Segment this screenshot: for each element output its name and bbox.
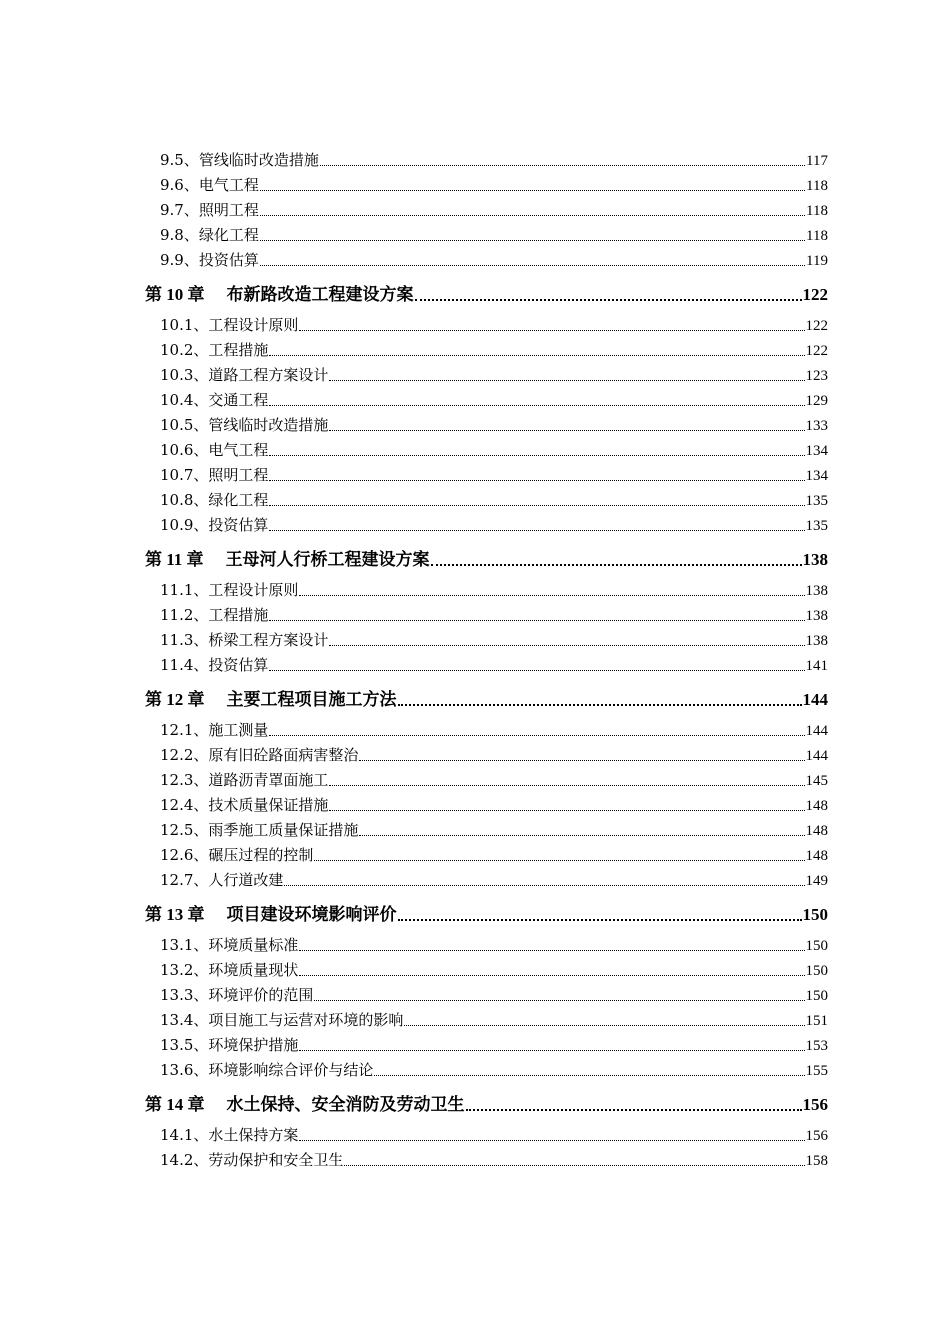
toc-section-entry[interactable] [160, 173, 828, 198]
page-number: 122 [802, 285, 828, 304]
toc-section-entry[interactable] [160, 363, 828, 388]
toc-section-entry[interactable] [160, 488, 828, 513]
toc-section-entry[interactable] [160, 1008, 828, 1033]
section-title: 9.7、照明工程 [160, 201, 259, 219]
dot-leader [466, 1108, 802, 1111]
toc-section-entry[interactable] [160, 438, 828, 463]
page-number: 149 [805, 873, 828, 889]
dot-leader [269, 669, 804, 671]
section-title: 11.1、工程设计原则 [160, 581, 299, 599]
page-number: 134 [805, 443, 828, 459]
chapter-title [145, 280, 414, 310]
toc-chapter-entry[interactable] [145, 685, 828, 715]
chapter-title-text: 布新路改造工程建设方案 [226, 285, 414, 304]
dot-leader [269, 354, 804, 356]
section-title: 11.4、投资估算 [160, 656, 269, 674]
section-title: 13.4、项目施工与运营对环境的影响 [160, 1011, 404, 1029]
dot-leader [344, 1164, 804, 1166]
toc-section-entry[interactable] [160, 1148, 828, 1173]
section-title: 12.4、技术质量保证措施 [160, 796, 329, 814]
chapter-number: 第 14 章 [145, 1095, 205, 1114]
page-number: 122 [805, 318, 828, 334]
dot-leader [431, 563, 802, 566]
dot-leader [329, 809, 804, 811]
dot-leader [260, 264, 805, 266]
toc-section-entry[interactable] [160, 388, 828, 413]
dot-leader [314, 999, 804, 1001]
dot-leader [329, 429, 804, 431]
section-title: 12.3、道路沥青罩面施工 [160, 771, 329, 789]
toc-section-entry[interactable] [160, 1123, 828, 1148]
dot-leader [299, 329, 804, 331]
section-title: 12.2、原有旧砼路面病害整治 [160, 746, 359, 764]
page-number: 135 [805, 518, 828, 534]
section-title: 12.7、人行道改建 [160, 871, 284, 889]
section-title: 10.7、照明工程 [160, 466, 269, 484]
page-number: 158 [805, 1153, 828, 1169]
dot-leader [398, 918, 802, 921]
section-title: 9.5、管线临时改造措施 [160, 151, 319, 169]
page-number: 144 [802, 690, 828, 709]
dot-leader [269, 529, 804, 531]
section-title: 10.2、工程措施 [160, 341, 269, 359]
section-title: 10.9、投资估算 [160, 516, 269, 534]
toc-chapter-entry[interactable] [145, 900, 828, 930]
chapter-title [145, 685, 397, 715]
chapter-title-text: 主要工程项目施工方法 [226, 690, 397, 709]
page-number: 141 [805, 658, 828, 674]
toc-chapter-entry[interactable] [145, 545, 828, 575]
section-title: 10.6、电气工程 [160, 441, 269, 459]
section-title: 11.3、桥梁工程方案设计 [160, 631, 329, 649]
dot-leader [299, 949, 804, 951]
dot-leader [329, 379, 804, 381]
chapter-title [145, 900, 397, 930]
toc-section-entry[interactable] [160, 578, 828, 603]
dot-leader [329, 644, 804, 646]
page-number: 138 [805, 608, 828, 624]
page-number: 138 [802, 550, 828, 569]
page-number: 150 [805, 963, 828, 979]
page-number: 119 [806, 253, 828, 269]
section-title: 12.5、雨季施工质量保证措施 [160, 821, 359, 839]
dot-leader [269, 619, 804, 621]
toc-section-entry[interactable] [160, 653, 828, 678]
toc-section-entry[interactable] [160, 463, 828, 488]
toc-section-entry[interactable] [160, 768, 828, 793]
section-title: 9.6、电气工程 [160, 176, 259, 194]
toc-section-entry[interactable] [160, 933, 828, 958]
page-number: 156 [805, 1128, 828, 1144]
page-number: 150 [802, 905, 828, 924]
chapter-title-text: 王母河人行桥工程建设方案 [225, 550, 430, 569]
dot-leader [415, 298, 802, 301]
toc-section-entry[interactable] [160, 513, 828, 538]
page-number: 135 [805, 493, 828, 509]
toc-section-entry[interactable] [160, 868, 828, 893]
dot-leader [299, 594, 804, 596]
section-title: 13.5、环境保护措施 [160, 1036, 299, 1054]
dot-leader [398, 703, 802, 706]
section-title: 13.6、环境影响综合评价与结论 [160, 1061, 374, 1079]
chapter-number: 第 10 章 [145, 285, 205, 304]
chapter-title [145, 545, 430, 575]
section-title: 9.9、投资估算 [160, 251, 259, 269]
page-number: 138 [805, 633, 828, 649]
page-number: 118 [806, 228, 828, 244]
page-number: 123 [805, 368, 828, 384]
toc-section-entry[interactable] [160, 1058, 828, 1083]
toc-section-entry[interactable] [160, 843, 828, 868]
dot-leader [320, 164, 805, 166]
chapter-number: 第 11 章 [145, 550, 204, 569]
dot-leader [359, 834, 804, 836]
chapter-title-text: 项目建设环境影响评价 [226, 905, 397, 924]
section-title: 12.1、施工测量 [160, 721, 269, 739]
toc-section-entry[interactable] [160, 718, 828, 743]
section-title: 12.6、碾压过程的控制 [160, 846, 314, 864]
page-number: 153 [805, 1038, 828, 1054]
toc-section-entry[interactable] [160, 223, 828, 248]
page-number: 129 [805, 393, 828, 409]
toc-section-entry[interactable] [160, 248, 828, 273]
toc-section-entry[interactable] [160, 958, 828, 983]
page-number: 150 [805, 938, 828, 954]
dot-leader [284, 884, 804, 886]
page-number: 144 [805, 748, 828, 764]
section-title: 10.5、管线临时改造措施 [160, 416, 329, 434]
page-number: 150 [805, 988, 828, 1004]
toc-section-entry[interactable] [160, 413, 828, 438]
toc-section-entry[interactable] [160, 148, 828, 173]
toc-chapter-entry[interactable] [145, 1090, 828, 1120]
section-title: 10.1、工程设计原则 [160, 316, 299, 334]
dot-leader [374, 1074, 804, 1076]
chapter-number: 第 13 章 [145, 905, 205, 924]
dot-leader [269, 479, 804, 481]
page-number: 156 [802, 1095, 828, 1114]
chapter-title [145, 1090, 465, 1120]
toc-section-entry[interactable] [160, 743, 828, 768]
dot-leader [314, 859, 804, 861]
section-title: 10.4、交通工程 [160, 391, 269, 409]
chapter-number: 第 12 章 [145, 690, 205, 709]
page-number: 144 [805, 723, 828, 739]
dot-leader [269, 504, 804, 506]
dot-leader [299, 1139, 804, 1141]
dot-leader [269, 404, 804, 406]
page-number: 133 [805, 418, 828, 434]
section-title: 14.1、水土保持方案 [160, 1126, 299, 1144]
toc-section-entry[interactable] [160, 793, 828, 818]
section-title: 11.2、工程措施 [160, 606, 269, 624]
toc-section-entry[interactable] [160, 983, 828, 1008]
section-title: 13.2、环境质量现状 [160, 961, 299, 979]
dot-leader [260, 239, 805, 241]
toc-section-entry[interactable] [160, 1033, 828, 1058]
chapter-title-text: 水土保持、安全消防及劳动卫生 [226, 1095, 465, 1114]
section-title: 13.1、环境质量标准 [160, 936, 299, 954]
dot-leader [329, 784, 804, 786]
page-number: 155 [805, 1063, 828, 1079]
dot-leader [299, 1049, 804, 1051]
section-title: 9.8、绿化工程 [160, 226, 259, 244]
page-number: 117 [806, 153, 828, 169]
toc-chapter-entry[interactable] [145, 280, 828, 310]
toc-section-entry[interactable] [160, 628, 828, 653]
page-number: 118 [806, 203, 828, 219]
section-title: 13.3、环境评价的范围 [160, 986, 314, 1004]
page-number: 148 [805, 823, 828, 839]
toc-section-entry[interactable] [160, 338, 828, 363]
page-number: 138 [805, 583, 828, 599]
dot-leader [260, 214, 805, 216]
dot-leader [260, 189, 805, 191]
toc-section-entry[interactable] [160, 603, 828, 628]
section-title: 14.2、劳动保护和安全卫生 [160, 1151, 344, 1169]
page-number: 145 [805, 773, 828, 789]
toc-section-entry[interactable] [160, 818, 828, 843]
page-number: 134 [805, 468, 828, 484]
toc-section-entry[interactable] [160, 198, 828, 223]
dot-leader [269, 734, 804, 736]
section-title: 10.3、道路工程方案设计 [160, 366, 329, 384]
dot-leader [269, 454, 804, 456]
page-number: 122 [805, 343, 828, 359]
page-number: 151 [805, 1013, 828, 1029]
dot-leader [359, 759, 804, 761]
page-number: 148 [805, 848, 828, 864]
dot-leader [299, 974, 804, 976]
page-number: 118 [806, 178, 828, 194]
toc-section-entry[interactable] [160, 313, 828, 338]
section-title: 10.8、绿化工程 [160, 491, 269, 509]
dot-leader [404, 1024, 804, 1026]
page-number: 148 [805, 798, 828, 814]
